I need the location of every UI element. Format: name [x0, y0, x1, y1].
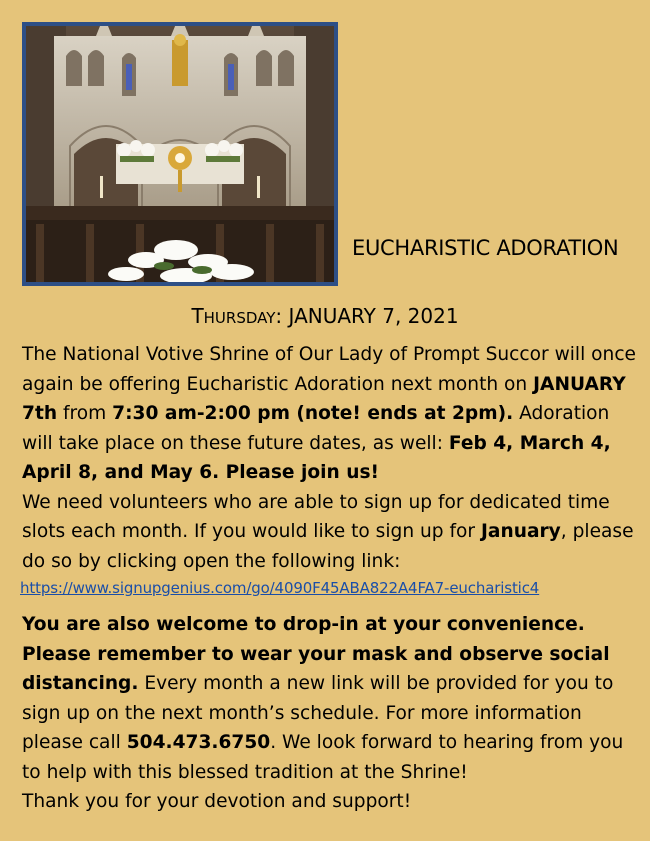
phone-number: 504.473.6750 — [126, 732, 271, 753]
volunteers-text: We need volunteers who are able to sign up for dedicated time slots each month. If you would like to sign up for — [22, 491, 610, 542]
dropin-bold: You are also welcome to drop-in at your convenience. Please remember to wear your mask and observe social distancing. — [22, 614, 610, 694]
volunteers-text-end: , please do so by clicking open the following link: — [22, 521, 634, 572]
intro-date-bold: JANUARY 7th — [22, 373, 626, 424]
intro-time-bold: 7:30 am-2:00 pm (note! ends at 2pm). — [112, 403, 514, 424]
paragraph-intro — [22, 340, 642, 488]
intro-text: The National Votive Shrine of Our Lady of Prompt Succor will once again be offering Eucharistic Adoration next month on — [22, 344, 637, 395]
paragraph-volunteers — [22, 488, 642, 577]
date-value: JANUARY 7, 2021 — [288, 304, 459, 328]
date-separator: : — [275, 304, 283, 328]
dropin-text: Every month a new link will be provided for you to sign up on the next month’s schedule. For more information please call — [22, 673, 614, 753]
month-bold: January — [481, 521, 561, 542]
event-date — [0, 304, 650, 328]
announcement-body — [22, 340, 642, 817]
day-initial: T — [191, 304, 204, 328]
intro-from: from — [57, 403, 113, 424]
altar-photo — [22, 22, 338, 286]
dropin-text-end: . We look forward to hearing from you to help with this blessed tradition at the Shrine! — [22, 732, 624, 783]
intro-future: Adoration will take place on these future dates, as well: — [22, 403, 610, 454]
page-title: EUCHARISTIC ADORATION — [352, 236, 619, 260]
future-dates-bold: Feb 4, March 4, April 8, and May 6. Please join us! — [22, 432, 611, 483]
paragraph-thanks: Thank you for your devotion and support! — [22, 791, 412, 812]
paragraph-dropin — [22, 610, 642, 787]
signup-link[interactable]: https://www.signupgenius.com/go/4090F45ABA822A4FA7-eucharistic4 — [20, 579, 540, 597]
altar-illustration — [26, 26, 334, 282]
day-rest: HURSDAY — [203, 309, 276, 327]
